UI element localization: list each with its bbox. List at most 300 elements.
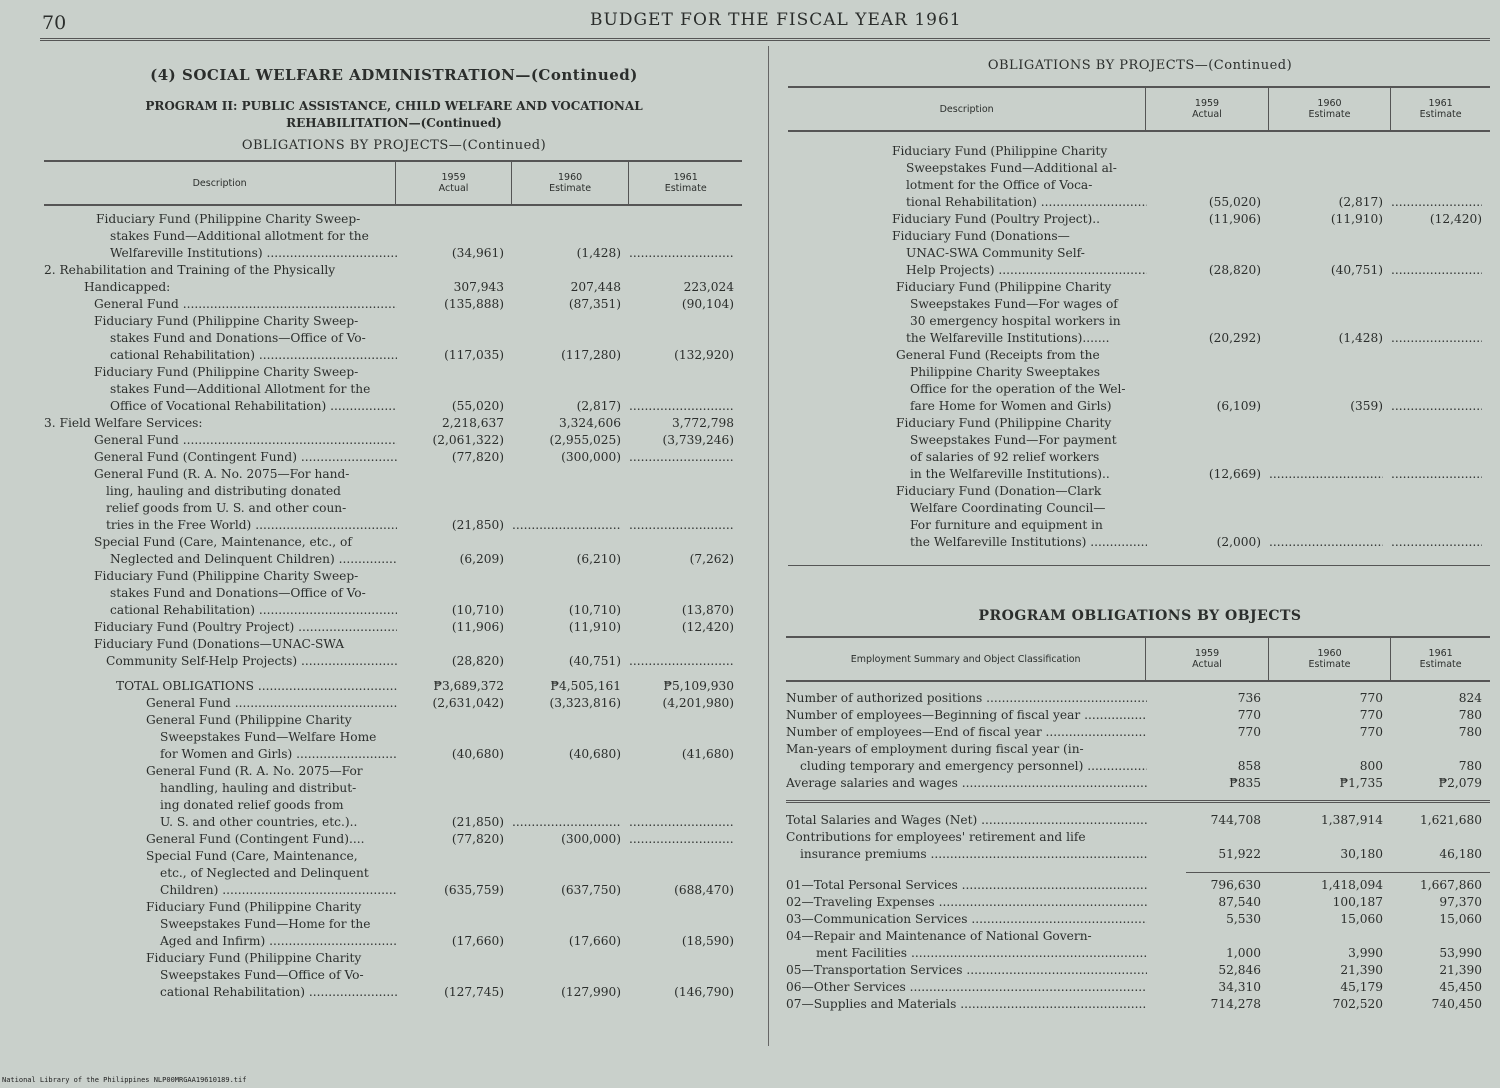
row-description-text: the Welfareville Institutions)....... [906,331,1110,345]
objects-header-1961 [1391,638,1490,680]
right-header-1961-label: Estimate [1419,109,1462,120]
right-header-description: Description [788,88,1146,130]
row-description-text: Fiduciary Fund (Philippine Charity [146,951,362,965]
table-row [44,347,742,364]
table-row [44,619,742,636]
row-value-1961 [1391,330,1490,347]
row-description [44,899,397,916]
row-description [44,653,397,670]
row-description [786,979,1147,996]
row-value-1961 [1391,466,1490,483]
row-value-1961 [1391,262,1490,279]
row-description-text: General Fund [94,433,179,447]
table-row [44,780,742,797]
row-description [786,846,1147,863]
table-row [44,636,742,653]
row-description [788,228,1147,245]
right-table-rule [788,565,1490,566]
table-row [786,812,1490,829]
table-row [44,211,742,228]
obligations-subtitle: OBLIGATIONS BY PROJECTS—(Continued) [241,138,547,153]
row-value-1960: ₱4,505,161 [550,679,621,693]
row-value-1960: 770 [1359,725,1383,739]
row-description-text: stakes Fund and Donations—Office of Vo- [110,331,366,345]
page-number: 70 [42,12,67,34]
row-description [788,483,1147,500]
header-rule [40,38,1490,41]
row-value-1960: 30,180 [1340,847,1383,861]
table-row [44,551,742,568]
header-1961 [629,162,742,204]
row-value-1960: (3,323,816) [549,696,621,710]
row-description-text: relief goods from U. S. and other coun- [106,501,347,515]
objects-header-1961-year: 1961 [1428,648,1453,659]
objects-table-header [786,636,1490,682]
section-title: (4) SOCIAL WELFARE ADMINISTRATION—(Continued) [150,66,638,84]
row-value-1961: (12,420) [1429,212,1482,226]
row-description [786,724,1147,741]
row-description-text: Fiduciary Fund (Philippine Charity [896,280,1112,294]
row-description-text: Welfareville Institutions) [110,246,263,260]
header-description: Description [44,162,396,204]
row-description [786,812,1147,829]
row-description [44,381,397,398]
row-description [786,829,1147,846]
row-description-text: Neglected and Delinquent Children) [110,552,335,566]
row-description-text: Handicapped: [84,280,171,294]
row-value-1959: (635,759) [444,883,504,897]
row-description [786,911,1147,928]
row-description [44,797,397,814]
row-value-1961: (688,470) [674,883,734,897]
row-value-1960: (40,751) [568,654,621,668]
row-description [44,848,397,865]
table-row [44,415,742,432]
row-description [788,143,1147,160]
row-value-1960: 770 [1359,691,1383,705]
row-description-text: Fiduciary Fund (Philippine Charity Sweep- [94,365,359,379]
row-value-1959: (34,961) [451,246,504,260]
row-description-text: Children) [160,883,219,897]
row-description-text: ling, hauling and distributing donated [106,484,341,498]
row-description [44,415,397,432]
row-value-1961: 780 [1458,759,1482,773]
row-value-1960: (11,910) [568,620,621,634]
table-row [44,585,742,602]
row-value-1959: 2,218,637 [441,416,504,430]
table-row [786,829,1490,846]
table-row [44,916,742,933]
row-value-1960: 800 [1359,759,1383,773]
table-row [788,466,1490,483]
table-row [44,262,742,279]
row-value-1959: (2,061,322) [432,433,504,447]
row-description-text: Average salaries and wages [786,776,958,790]
row-value-1961: (12,420) [681,620,734,634]
table-row [786,911,1490,928]
table-row [44,432,742,449]
table-row [788,517,1490,534]
table-row [44,228,742,245]
row-description-text: tional Rehabilitation) [906,195,1037,209]
table-row [44,899,742,916]
row-description [44,933,397,950]
row-value-1959: (10,710) [451,603,504,617]
table-row [44,398,742,415]
table-row [44,483,742,500]
row-value-1960: (637,750) [561,883,621,897]
row-value-1959: (28,820) [1208,263,1261,277]
objects-header-1959-year: 1959 [1194,648,1220,659]
table-row [44,466,742,483]
row-value-1959: 34,310 [1218,980,1261,994]
row-description-text: General Fund (R. A. No. 2075—For hand- [94,467,350,481]
row-value-1960: (87,351) [568,297,621,311]
row-value-1960: (1,428) [1338,331,1383,345]
row-description-text: stakes Fund and Donations—Office of Vo- [110,586,366,600]
table-row [788,245,1490,262]
row-value-1960: 702,520 [1332,997,1383,1011]
row-description-text: cational Rehabilitation) [160,985,306,999]
row-description [44,568,397,585]
objects-header-description: Employment Summary and Object Classification [786,638,1146,680]
row-description [788,245,1147,262]
header-1959-label: Actual [438,183,469,194]
row-value-1961 [1391,534,1490,551]
right-header-1959-label: Actual [1192,109,1222,120]
row-description [44,950,397,967]
row-value-1960: (127,990) [561,985,621,999]
table-row [44,500,742,517]
row-description [788,279,1147,296]
row-description-text: stakes Fund—Additional Allotment for the [110,382,371,396]
row-description-text: cational Rehabilitation) [110,348,256,362]
row-value-1961: 223,024 [683,280,734,294]
row-value-1959: (2,631,042) [432,696,504,710]
row-value-1961 [629,814,742,831]
row-description-text: General Fund [94,297,179,311]
row-value-1961: 21,390 [1439,963,1482,977]
row-description [44,330,397,347]
running-head: BUDGET FOR THE FISCAL YEAR 1961 [590,10,962,30]
row-description [44,313,397,330]
row-description-text: cational Rehabilitation) [110,603,256,617]
table-row [786,962,1490,979]
row-description [788,432,1147,449]
row-value-1959: 5,530 [1226,912,1261,926]
row-value-1959: (55,020) [451,399,504,413]
objects-header-1960-label: Estimate [1308,659,1351,670]
row-description-text: 01—Total Personal Services [786,878,958,892]
table-row [786,846,1490,863]
table-row [788,534,1490,551]
row-value-1959: ₱3,689,372 [433,679,504,693]
row-value-1960: (11,910) [1330,212,1383,226]
table-row [788,143,1490,160]
row-description [788,500,1147,517]
table-row [44,313,742,330]
table-row [786,979,1490,996]
row-description [788,517,1147,534]
row-description [788,194,1147,211]
table-row [786,894,1490,911]
object-rows [786,877,1490,1013]
right-header-1960 [1268,88,1391,130]
row-value-1959: 796,630 [1210,878,1261,892]
row-description-text: Man-years of employment during fiscal year (in- [786,742,1084,756]
row-value-1960: 207,448 [570,280,621,294]
row-description [44,279,397,296]
row-description [788,466,1147,483]
row-description [44,831,397,848]
objects-header-1960 [1268,638,1391,680]
row-description [786,741,1147,758]
row-value-1960: 3,990 [1348,946,1383,960]
row-value-1961: 780 [1458,725,1482,739]
table-row [44,330,742,347]
row-description [44,483,397,500]
row-description-text: Fiduciary Fund (Philippine Charity Sweep- [94,569,359,583]
row-description [44,916,397,933]
table-row [44,449,742,466]
objects-header-1959-label: Actual [1192,659,1222,670]
table-row [788,415,1490,432]
table-row [44,568,742,585]
left-rows [44,211,742,1001]
row-value-1959: 770 [1237,725,1261,739]
salary-rows [786,812,1490,863]
row-description [44,763,397,780]
row-description-text: fare Home for Women and Girls) [910,399,1112,413]
row-value-1959: (6,209) [459,552,504,566]
row-description [44,364,397,381]
row-description [44,449,397,466]
row-value-1960: (40,680) [568,747,621,761]
table-row [44,763,742,780]
row-description [44,551,397,568]
row-description-text: Fiduciary Fund (Poultry Project).. [892,212,1101,226]
row-description [44,967,397,984]
row-description-text: Fiduciary Fund (Poultry Project) [94,620,295,634]
row-value-1961: (146,790) [674,985,734,999]
employment-rows [786,690,1490,792]
table-row [786,928,1490,945]
table-row [786,707,1490,724]
row-description-text: Sweepstakes Fund—Office of Vo- [160,968,364,982]
row-description-text: General Fund (Contingent Fund) [94,450,297,464]
row-description-text: Special Fund (Care, Maintenance, etc., of [94,535,352,549]
row-value-1960: (359) [1350,399,1383,413]
row-description-text: General Fund (Contingent Fund).... [146,832,365,846]
row-description [44,780,397,797]
row-value-1960 [512,517,629,534]
row-value-1961 [1391,398,1490,415]
row-value-1961: 1,621,680 [1419,813,1482,827]
table-row [44,712,742,729]
row-description-text: 07—Supplies and Materials [786,997,957,1011]
program-title-line2: REHABILITATION—(Continued) [286,116,502,130]
header-1960 [511,162,629,204]
row-value-1961: (90,104) [681,297,734,311]
table-row [44,882,742,899]
row-value-1961 [629,517,742,534]
row-value-1959: 87,540 [1218,895,1261,909]
table-row [44,967,742,984]
row-value-1960: (40,751) [1330,263,1383,277]
row-value-1961: 53,990 [1439,946,1482,960]
row-description-text: 05—Transportation Services [786,963,963,977]
row-description-text: Philippine Charity Sweeptakes [910,365,1101,379]
row-description [786,758,1147,775]
row-description [44,228,397,245]
row-description-text: Special Fund (Care, Maintenance, [146,849,358,863]
row-value-1961: 46,180 [1439,847,1482,861]
row-value-1961: 824 [1458,691,1482,705]
header-1960-year: 1960 [558,172,583,183]
row-description-text: Contributions for employees' retirement and life [786,830,1086,844]
row-description [788,177,1147,194]
row-description [786,707,1147,724]
row-description [786,962,1147,979]
row-description-text: U. S. and other countries, etc.).. [160,815,358,829]
row-description-text: the Welfareville Institutions) [910,535,1087,549]
row-description [788,415,1147,432]
row-description-text: in the Welfareville Institutions).. [910,467,1110,481]
row-value-1959: 51,922 [1218,847,1261,861]
table-row [44,848,742,865]
row-value-1959: 307,943 [453,280,504,294]
row-description [44,814,397,831]
row-description-text: Fiduciary Fund (Philippine Charity [896,416,1112,430]
table-row [788,211,1490,228]
row-value-1959: (21,850) [451,815,504,829]
row-description [44,347,397,364]
row-description-text: Office of Vocational Rehabilitation) [110,399,327,413]
row-value-1959: (12,669) [1208,467,1261,481]
header-1959 [396,162,512,204]
row-value-1959: ₱835 [1229,776,1261,790]
right-header-1961 [1391,88,1490,130]
row-description-text: Number of employees—End of fiscal year [786,725,1042,739]
table-row [786,877,1490,894]
row-value-1959: 52,846 [1218,963,1261,977]
row-value-1959: (20,292) [1208,331,1261,345]
row-value-1961: 740,450 [1431,997,1482,1011]
row-value-1959: (11,906) [1208,212,1261,226]
scan-footer: National Library of the Philippines NLP00MRGAA19610189.tif [2,1076,247,1084]
table-row [44,534,742,551]
row-description [44,984,397,1001]
program-title-line1: PROGRAM II: PUBLIC ASSISTANCE, CHILD WELFARE AND VOCATIONAL [145,99,643,113]
row-description [44,602,397,619]
row-description-text: Number of authorized positions [786,691,983,705]
row-value-1961: ₱5,109,930 [663,679,734,693]
table-row [44,950,742,967]
row-description-text: General Fund (R. A. No. 2075—For [146,764,363,778]
row-description [786,877,1147,894]
table-row [44,695,742,712]
row-description-text: Fiduciary Fund (Donation—Clark [896,484,1102,498]
row-value-1960: 100,187 [1332,895,1383,909]
row-description-text: Sweepstakes Fund—Additional al- [906,161,1117,175]
row-value-1961: 780 [1458,708,1482,722]
row-description-text: 03—Communication Services [786,912,968,926]
row-description [44,534,397,551]
row-description-text: for Women and Girls) [160,747,293,761]
row-description [44,296,397,313]
objects-header-1959 [1146,638,1268,680]
row-description [44,585,397,602]
row-value-1960 [1269,466,1391,483]
row-description-text: Office for the operation of the Wel- [910,382,1126,396]
row-description-text: Sweepstakes Fund—For wages of [910,297,1118,311]
row-description [44,500,397,517]
table-row [44,653,742,670]
right-header-1959 [1146,88,1268,130]
row-description [44,245,397,262]
salary-rule [1186,872,1490,873]
row-value-1960: 45,179 [1340,980,1383,994]
row-description [786,690,1147,707]
row-value-1961: 15,060 [1439,912,1482,926]
table-row [786,775,1490,792]
row-description-text: Total Salaries and Wages (Net) [786,813,978,827]
row-value-1959: (77,820) [451,832,504,846]
row-description [788,262,1147,279]
row-value-1959: 770 [1237,708,1261,722]
row-value-1960: (300,000) [561,832,621,846]
row-value-1961: (4,201,980) [662,696,734,710]
row-description [44,517,397,534]
row-description [44,695,397,712]
row-description [788,347,1147,364]
row-description [44,712,397,729]
row-description-text: 02—Traveling Expenses [786,895,935,909]
table-row [44,746,742,763]
objects-header-1961-label: Estimate [1419,659,1462,670]
table-row [44,670,742,678]
row-value-1959: 744,708 [1210,813,1261,827]
row-description-text: TOTAL OBLIGATIONS [116,679,255,693]
row-value-1961: (7,262) [689,552,734,566]
row-value-1961: 1,667,860 [1419,878,1482,892]
row-value-1960: (2,817) [576,399,621,413]
table-row [44,678,742,695]
row-value-1960: (2,955,025) [549,433,621,447]
row-description [44,729,397,746]
table-row [44,364,742,381]
row-description-text: etc., of Neglected and Delinquent [160,866,369,880]
row-value-1959: (117,035) [444,348,504,362]
table-row [44,296,742,313]
table-row [44,797,742,814]
row-description-text: handling, hauling and distribut- [160,781,357,795]
row-value-1961: (132,920) [674,348,734,362]
table-row [788,160,1490,177]
row-value-1959: (135,888) [444,297,504,311]
row-description [44,211,397,228]
row-description [788,160,1147,177]
table-row [44,381,742,398]
row-description-text: ing donated relief goods from [160,798,344,812]
row-value-1959: 736 [1237,691,1261,705]
row-description-text: Fiduciary Fund (Donations— [892,229,1070,243]
row-value-1959: (77,820) [451,450,504,464]
row-description [44,432,397,449]
table-row [44,865,742,882]
table-row [788,500,1490,517]
row-description-text: General Fund (Receipts from the [896,348,1100,362]
